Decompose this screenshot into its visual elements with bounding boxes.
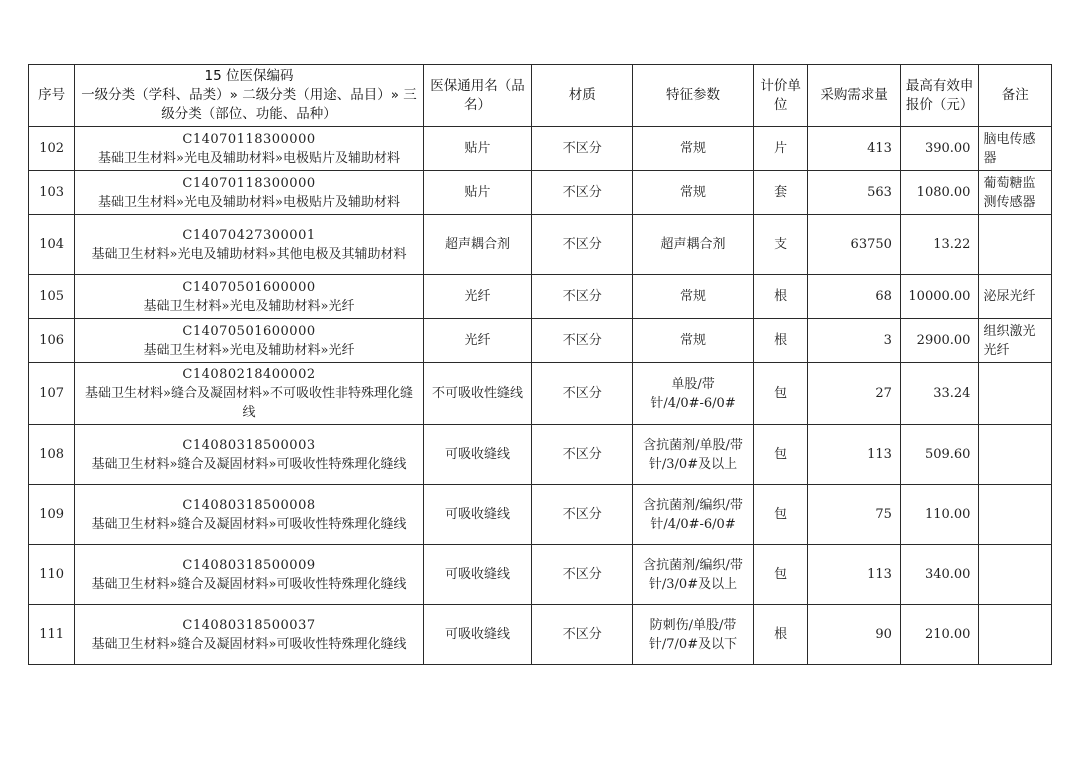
- cell-name: 可吸收缝线: [423, 425, 532, 485]
- cell-seq: 106: [29, 319, 75, 363]
- cell-unit: 根: [753, 605, 807, 665]
- cell-demand: 3: [808, 319, 901, 363]
- cell-unit: 包: [753, 485, 807, 545]
- cell-code-category: 基础卫生材料»缝合及凝固材料»不可吸收性非特殊理化缝线: [85, 386, 413, 420]
- header-material: 材质: [532, 65, 633, 127]
- table-row: [29, 215, 1052, 275]
- cell-features: 防刺伤/单股/带针/7/0#及以下: [633, 605, 754, 665]
- cell-note: 脑电传感器: [979, 127, 1052, 171]
- cell-code-number: C14080318500009: [182, 557, 316, 573]
- cell-material: 不区分: [532, 605, 633, 665]
- header-row: [29, 65, 1052, 127]
- header-code: [75, 65, 423, 127]
- cell-code-number: C14080318500003: [182, 437, 316, 453]
- cell-features: 含抗菌剂/编织/带针/3/0#及以上: [633, 545, 754, 605]
- cell-unit: 套: [753, 171, 807, 215]
- cell-demand: 27: [808, 363, 901, 425]
- cell-code-category: 基础卫生材料»缝合及凝固材料»可吸收性特殊理化缝线: [91, 516, 407, 532]
- cell-name: 贴片: [423, 171, 532, 215]
- cell-note: [979, 363, 1052, 425]
- cell-seq: 109: [29, 485, 75, 545]
- cell-material: 不区分: [532, 127, 633, 171]
- cell-seq: 107: [29, 363, 75, 425]
- cell-features: 常规: [633, 319, 754, 363]
- cell-name: 可吸收缝线: [423, 545, 532, 605]
- cell-code-category: 基础卫生材料»光电及辅助材料»光纤: [143, 298, 355, 314]
- cell-features: 常规: [633, 171, 754, 215]
- header-code-subtitle: 一级分类（学科、品类）» 二级分类（用途、品目）» 三级分类（部位、功能、品种）: [81, 87, 417, 122]
- cell-code-category: 基础卫生材料»光电及辅助材料»其他电极及其辅助材料: [91, 246, 407, 262]
- cell-price: 13.22: [900, 215, 979, 275]
- cell-code: [75, 605, 423, 665]
- header-max-price: 最高有效申报价（元）: [900, 65, 979, 127]
- cell-price: 1080.00: [900, 171, 979, 215]
- cell-code-category: 基础卫生材料»缝合及凝固材料»可吸收性特殊理化缝线: [91, 636, 407, 652]
- cell-code: [75, 127, 423, 171]
- procurement-table: [28, 64, 1052, 665]
- cell-code-number: C14080218400002: [182, 367, 316, 382]
- cell-price: 110.00: [900, 485, 979, 545]
- cell-price: 210.00: [900, 605, 979, 665]
- cell-price: 2900.00: [900, 319, 979, 363]
- cell-name: 可吸收缝线: [423, 605, 532, 665]
- cell-demand: 563: [808, 171, 901, 215]
- cell-code-number: C14070501600000: [182, 279, 316, 295]
- cell-code-category: 基础卫生材料»光电及辅助材料»光纤: [143, 342, 355, 358]
- cell-note: [979, 425, 1052, 485]
- cell-code-number: C14070427300001: [182, 227, 316, 243]
- cell-unit: 包: [753, 545, 807, 605]
- cell-code-category: 基础卫生材料»缝合及凝固材料»可吸收性特殊理化缝线: [91, 456, 407, 472]
- cell-demand: 113: [808, 545, 901, 605]
- cell-code: [75, 425, 423, 485]
- table-row: [29, 485, 1052, 545]
- table-row: [29, 275, 1052, 319]
- cell-material: 不区分: [532, 171, 633, 215]
- cell-price: 10000.00: [900, 275, 979, 319]
- header-note: 备注: [979, 65, 1052, 127]
- cell-name: 超声耦合剂: [423, 215, 532, 275]
- cell-code: [75, 485, 423, 545]
- cell-code: [75, 171, 423, 215]
- cell-material: 不区分: [532, 545, 633, 605]
- cell-unit: 片: [753, 127, 807, 171]
- cell-demand: 113: [808, 425, 901, 485]
- cell-note: [979, 605, 1052, 665]
- cell-seq: 108: [29, 425, 75, 485]
- cell-name: 贴片: [423, 127, 532, 171]
- cell-demand: 63750: [808, 215, 901, 275]
- cell-code-number: C14070501600000: [182, 323, 316, 339]
- cell-code: [75, 545, 423, 605]
- header-name: 医保通用名（品名）: [423, 65, 532, 127]
- cell-name: 可吸收缝线: [423, 485, 532, 545]
- cell-note: [979, 485, 1052, 545]
- cell-unit: 包: [753, 425, 807, 485]
- cell-price: 390.00: [900, 127, 979, 171]
- header-features: 特征参数: [633, 65, 754, 127]
- cell-demand: 413: [808, 127, 901, 171]
- cell-price: 509.60: [900, 425, 979, 485]
- cell-seq: 105: [29, 275, 75, 319]
- cell-note: 组织激光光纤: [979, 319, 1052, 363]
- table-row: [29, 127, 1052, 171]
- cell-price: 33.24: [900, 363, 979, 425]
- cell-code: [75, 319, 423, 363]
- cell-features: 单股/带针/4/0#-6/0#: [633, 363, 754, 425]
- cell-code-category: 基础卫生材料»缝合及凝固材料»可吸收性特殊理化缝线: [91, 576, 407, 592]
- cell-unit: 支: [753, 215, 807, 275]
- cell-material: 不区分: [532, 485, 633, 545]
- cell-unit: 包: [753, 363, 807, 425]
- table-row: [29, 605, 1052, 665]
- cell-demand: 90: [808, 605, 901, 665]
- cell-name: 不可吸收性缝线: [423, 363, 532, 425]
- table-row: [29, 425, 1052, 485]
- table-row: [29, 319, 1052, 363]
- header-code-title: 15 位医保编码: [204, 68, 294, 84]
- cell-code-number: C14080318500008: [182, 497, 316, 513]
- cell-code-number: C14070118300000: [182, 175, 316, 191]
- cell-code: [75, 275, 423, 319]
- cell-code-number: C14080318500037: [182, 617, 316, 633]
- cell-seq: 102: [29, 127, 75, 171]
- cell-features: 超声耦合剂: [633, 215, 754, 275]
- cell-material: 不区分: [532, 363, 633, 425]
- cell-note: 葡萄糖监测传感器: [979, 171, 1052, 215]
- cell-features: 含抗菌剂/编织/带针/4/0#-6/0#: [633, 485, 754, 545]
- cell-demand: 75: [808, 485, 901, 545]
- table-row: [29, 363, 1052, 425]
- cell-code-number: C14070118300000: [182, 131, 316, 147]
- cell-features: 常规: [633, 127, 754, 171]
- cell-code-category: 基础卫生材料»光电及辅助材料»电极贴片及辅助材料: [98, 150, 400, 166]
- cell-note: 泌尿光纤: [979, 275, 1052, 319]
- cell-features: 含抗菌剂/单股/带针/3/0#及以上: [633, 425, 754, 485]
- cell-features: 常规: [633, 275, 754, 319]
- header-demand: 采购需求量: [808, 65, 901, 127]
- table-row: [29, 545, 1052, 605]
- cell-note: [979, 215, 1052, 275]
- cell-material: 不区分: [532, 275, 633, 319]
- header-unit: 计价单位: [753, 65, 807, 127]
- cell-code-category: 基础卫生材料»光电及辅助材料»电极贴片及辅助材料: [98, 194, 400, 210]
- cell-demand: 68: [808, 275, 901, 319]
- cell-name: 光纤: [423, 275, 532, 319]
- cell-unit: 根: [753, 319, 807, 363]
- cell-material: 不区分: [532, 319, 633, 363]
- cell-code: [75, 215, 423, 275]
- cell-seq: 103: [29, 171, 75, 215]
- cell-seq: 110: [29, 545, 75, 605]
- cell-code: [75, 363, 423, 425]
- header-seq: 序号: [29, 65, 75, 127]
- cell-material: 不区分: [532, 215, 633, 275]
- cell-material: 不区分: [532, 425, 633, 485]
- cell-seq: 111: [29, 605, 75, 665]
- table-row: [29, 171, 1052, 215]
- cell-note: [979, 545, 1052, 605]
- cell-name: 光纤: [423, 319, 532, 363]
- cell-price: 340.00: [900, 545, 979, 605]
- cell-unit: 根: [753, 275, 807, 319]
- cell-seq: 104: [29, 215, 75, 275]
